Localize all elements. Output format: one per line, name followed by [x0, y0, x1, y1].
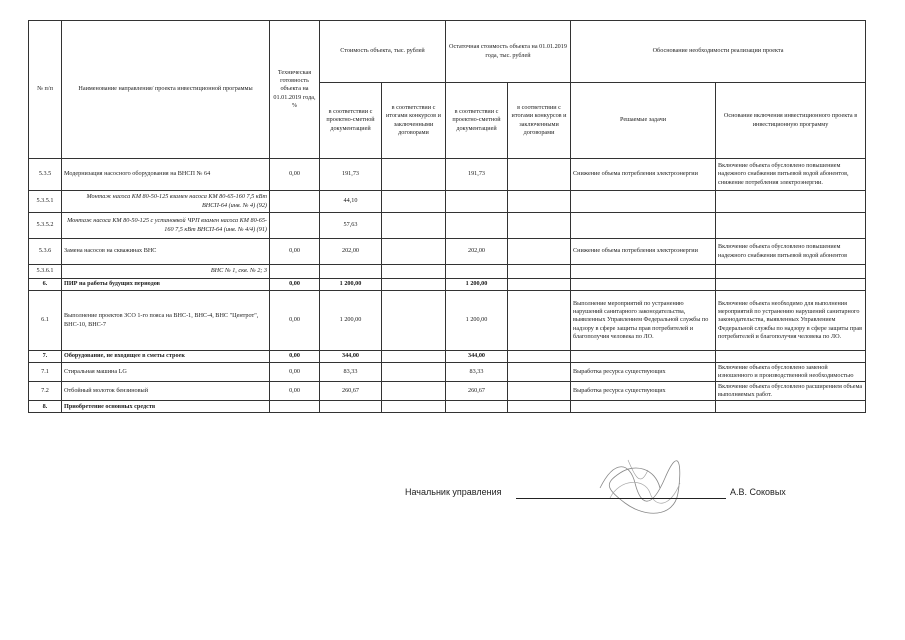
cell-contr — [382, 239, 446, 265]
cell-rpsd — [446, 191, 508, 213]
cell-contr — [382, 213, 446, 239]
header-basis: Основание включения инвестиционного проекта в инвестиционную программу — [716, 83, 866, 159]
cell-basis: Включение объекта обусловлено расширением объема выполняемых работ. — [716, 382, 866, 401]
cell-contr — [382, 265, 446, 279]
table-row — [29, 279, 866, 291]
cell-rpsd: 1 200,00 — [446, 279, 508, 291]
table-row — [29, 291, 866, 351]
header-res-psd: в соответствии с проектно-сметной документацией — [446, 83, 508, 159]
cell-psd: 344,00 — [320, 351, 382, 363]
cell-task: Выработка ресурса существующих — [571, 382, 716, 401]
table-row — [29, 351, 866, 363]
cell-rpsd: 191,73 — [446, 159, 508, 191]
cell-psd: 44,10 — [320, 191, 382, 213]
cell-rcontr — [508, 382, 571, 401]
cell-ready: 0,00 — [270, 363, 320, 382]
header-tasks: Решаемые задачи — [571, 83, 716, 159]
cell-num: 5.3.5 — [29, 159, 62, 191]
cell-psd: 1 200,00 — [320, 279, 382, 291]
header-readiness: Техническая готовность объекта на 01.01.2019 года, % — [270, 21, 320, 159]
cell-basis — [716, 351, 866, 363]
cell-task — [571, 401, 716, 413]
cell-rcontr — [508, 279, 571, 291]
cell-psd: 57,63 — [320, 213, 382, 239]
table-row — [29, 382, 866, 401]
cell-ready: 0,00 — [270, 351, 320, 363]
cell-rcontr — [508, 351, 571, 363]
investment-program-table — [28, 20, 866, 413]
cell-basis — [716, 279, 866, 291]
cell-name: Отбойный молоток бензиновый — [62, 382, 270, 401]
cell-num: 6.1 — [29, 291, 62, 351]
header-cost-group: Стоимость объекта, тыс. рублей — [320, 21, 446, 83]
cell-psd: 260,67 — [320, 382, 382, 401]
header-cost-psd: в соответствии с проектно-сметной документацией — [320, 83, 382, 159]
cell-contr — [382, 279, 446, 291]
cell-name: Стиральная машина LG — [62, 363, 270, 382]
cell-rpsd: 202,00 — [446, 239, 508, 265]
cell-ready: 0,00 — [270, 159, 320, 191]
cell-num: 5.3.5.1 — [29, 191, 62, 213]
header-num: № п/п — [29, 21, 62, 159]
cell-rcontr — [508, 191, 571, 213]
cell-rcontr — [508, 291, 571, 351]
cell-task — [571, 351, 716, 363]
cell-num: 5.3.6.1 — [29, 265, 62, 279]
cell-task: Выработка ресурса существующих — [571, 363, 716, 382]
table-row — [29, 401, 866, 413]
header-cost-contracts: в соответствии с итогами конкурсов и заключенными договорами — [382, 83, 446, 159]
table-row — [29, 159, 866, 191]
cell-ready — [270, 265, 320, 279]
table-row — [29, 363, 866, 382]
cell-psd: 1 200,00 — [320, 291, 382, 351]
cell-task — [571, 279, 716, 291]
cell-name: Монтаж насоса КМ 80-50-125 с установкой ЧРП взамен насоса КМ 80-65-160 7,5 кВт ВНСП-64 (инв. № 4/4) (91) — [62, 213, 270, 239]
cell-num: 7.1 — [29, 363, 62, 382]
cell-rpsd — [446, 401, 508, 413]
cell-rpsd — [446, 213, 508, 239]
cell-ready: 0,00 — [270, 382, 320, 401]
cell-task: Снижение объема потребления электроэнергии — [571, 159, 716, 191]
cell-name: Замена насосов на скважинах ВНС — [62, 239, 270, 265]
cell-basis — [716, 265, 866, 279]
table-row — [29, 239, 866, 265]
cell-ready: 0,00 — [270, 279, 320, 291]
cell-ready — [270, 401, 320, 413]
header-justification-group: Обоснование необходимости реализации проекта — [571, 21, 866, 83]
cell-ready — [270, 213, 320, 239]
cell-rpsd: 1 200,00 — [446, 291, 508, 351]
cell-basis: Включение объекта необходимо для выполнения мероприятий по устранению нарушений санитарного законодательства, выявленных Управлением Федеральной службы по надзору в сфере защиты прав потребителей и благополучия человека по ЛО. — [716, 291, 866, 351]
cell-contr — [382, 351, 446, 363]
cell-name: Выполнение проектов ЗСО 1-го пояса на ВНС-1, ВНС-4, ВНС "Центрот", ВНС-10, ВНС-7 — [62, 291, 270, 351]
cell-num: 8. — [29, 401, 62, 413]
cell-ready: 0,00 — [270, 291, 320, 351]
cell-rpsd: 344,00 — [446, 351, 508, 363]
table-row — [29, 213, 866, 239]
cell-basis — [716, 213, 866, 239]
cell-contr — [382, 382, 446, 401]
table-row — [29, 265, 866, 279]
cell-num: 7.2 — [29, 382, 62, 401]
signature-scribble — [590, 448, 690, 523]
cell-rcontr — [508, 401, 571, 413]
signature-position: Начальник управления — [405, 487, 502, 497]
cell-rpsd: 83,33 — [446, 363, 508, 382]
signature-name: А.В. Соковых — [730, 487, 786, 497]
cell-task — [571, 191, 716, 213]
cell-psd: 191,73 — [320, 159, 382, 191]
cell-name: ВНС № 1, скв. № 2; 3 — [62, 265, 270, 279]
cell-rcontr — [508, 239, 571, 265]
cell-psd: 202,00 — [320, 239, 382, 265]
cell-rcontr — [508, 363, 571, 382]
cell-num: 6. — [29, 279, 62, 291]
cell-basis: Включение объекта обусловлено повышением надежного снабжения питьевой водой абонентов — [716, 239, 866, 265]
cell-contr — [382, 159, 446, 191]
cell-name: Модернизация насосного оборудования на ВНСП № 64 — [62, 159, 270, 191]
cell-num: 5.3.6 — [29, 239, 62, 265]
cell-num: 5.3.5.2 — [29, 213, 62, 239]
header-res-contracts: в соответствии с итогами конкурсов и заключенными договорами — [508, 83, 571, 159]
cell-contr — [382, 401, 446, 413]
cell-task — [571, 265, 716, 279]
cell-ready — [270, 191, 320, 213]
header-residual-group: Остаточная стоимость объекта на 01.01.2019 года, тыс. рублей — [446, 21, 571, 83]
cell-name: Монтаж насоса КМ 80-50-125 взамен насоса КМ 80-65-160 7,5 кВт ВНСП-64 (инв. № 4) (92) — [62, 191, 270, 213]
cell-psd — [320, 401, 382, 413]
cell-name: Оборудование, не входящее в сметы строек — [62, 351, 270, 363]
cell-name: Приобретение основных средств — [62, 401, 270, 413]
table-body — [29, 159, 866, 413]
cell-contr — [382, 363, 446, 382]
cell-rcontr — [508, 213, 571, 239]
cell-psd: 83,33 — [320, 363, 382, 382]
signature-line — [516, 498, 726, 499]
cell-name: ПИР на работы будущих периодов — [62, 279, 270, 291]
cell-rcontr — [508, 159, 571, 191]
cell-task: Снижение объема потребления электроэнергии — [571, 239, 716, 265]
cell-basis: Включение объекта обусловлено повышением надежного снабжения питьевой водой абонентов, снижение потребления электроэнергии. — [716, 159, 866, 191]
cell-num: 7. — [29, 351, 62, 363]
cell-rpsd: 260,67 — [446, 382, 508, 401]
cell-psd — [320, 265, 382, 279]
cell-task: Выполнение мероприятий по устранению нарушений санитарного законодательства, выявленных Управлением Федеральной службы по надзору в сфере защиты прав потребителей и благополучия человека по ЛО. — [571, 291, 716, 351]
cell-contr — [382, 291, 446, 351]
cell-basis — [716, 191, 866, 213]
cell-rcontr — [508, 265, 571, 279]
cell-basis — [716, 401, 866, 413]
cell-rpsd — [446, 265, 508, 279]
cell-task — [571, 213, 716, 239]
cell-basis: Включение объекта обусловлено заменой изношенного и производственной необходимостью — [716, 363, 866, 382]
table-row — [29, 191, 866, 213]
cell-contr — [382, 191, 446, 213]
cell-ready: 0,00 — [270, 239, 320, 265]
header-name: Наименование направления/ проекта инвестиционной программы — [62, 21, 270, 159]
